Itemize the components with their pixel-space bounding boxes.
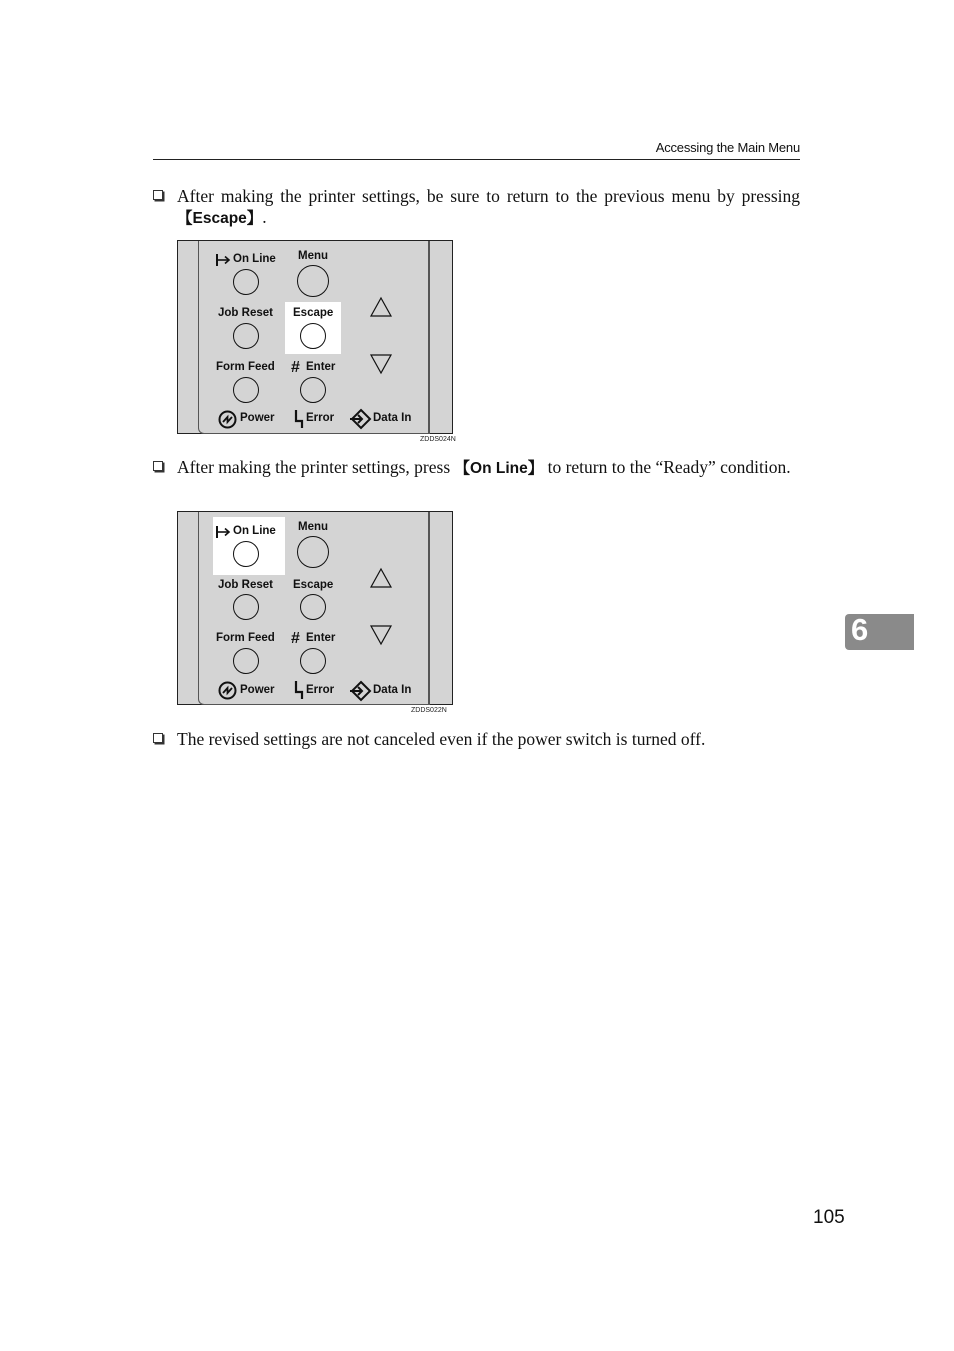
- escape-button[interactable]: [300, 594, 326, 620]
- menu-label: Menu: [298, 250, 329, 262]
- header-title: Accessing the Main Menu: [655, 140, 800, 155]
- datain-label: Data In: [373, 684, 412, 696]
- error-icon: [293, 409, 305, 429]
- control-panel-figure-escape: [177, 240, 453, 434]
- error-label: Error: [306, 412, 335, 424]
- enter-label: Enter: [306, 361, 336, 373]
- escape-key-label: 【Escape】: [177, 210, 263, 227]
- online-button[interactable]: [233, 541, 259, 567]
- chapter-tab: [845, 614, 914, 650]
- bullet-text: After making the printer settings, be sure to return to the previous menu by pressing: [177, 186, 800, 206]
- chapter-number: 6: [851, 612, 869, 647]
- datain-icon: [350, 408, 372, 430]
- error-label: Error: [306, 684, 335, 696]
- error-icon: [293, 680, 305, 700]
- page-number: 105: [813, 1207, 845, 1228]
- jobreset-button[interactable]: [233, 594, 259, 620]
- formfeed-label: Form Feed: [216, 361, 275, 373]
- online-label: On Line: [233, 253, 276, 265]
- formfeed-button[interactable]: [233, 377, 259, 403]
- formfeed-label: Form Feed: [216, 632, 275, 644]
- bullet-text: The revised settings are not canceled even if the power switch is turned off.: [177, 729, 706, 749]
- bullet-escape-note: [153, 186, 800, 229]
- figure-code: ZDDS024N: [420, 436, 456, 443]
- datain-label: Data In: [373, 412, 412, 424]
- control-panel-figure-online: [177, 511, 453, 705]
- bullet-online-note: [153, 457, 800, 479]
- menu-button[interactable]: [297, 536, 329, 568]
- menu-label: Menu: [298, 521, 329, 533]
- online-arrow-icon: [216, 254, 232, 266]
- enter-button[interactable]: [300, 377, 326, 403]
- bullet-text-end: .: [262, 207, 267, 227]
- jobreset-label: Job Reset: [218, 307, 273, 319]
- checkbox-bullet-icon: [153, 190, 163, 200]
- figure-code: ZDDS022N: [411, 707, 447, 714]
- power-label: Power: [240, 684, 275, 696]
- online-label: On Line: [233, 525, 276, 537]
- checkbox-bullet-icon: [153, 733, 163, 743]
- escape-label: Escape: [293, 579, 334, 591]
- power-label: Power: [240, 412, 275, 424]
- jobreset-button[interactable]: [233, 323, 259, 349]
- escape-label: Escape: [293, 307, 334, 319]
- up-arrow-button[interactable]: [369, 296, 393, 318]
- datain-icon: [350, 680, 372, 702]
- power-icon: [218, 681, 237, 700]
- enter-label: Enter: [306, 632, 336, 644]
- enter-button[interactable]: [300, 648, 326, 674]
- down-arrow-button[interactable]: [369, 353, 393, 375]
- power-icon: [218, 410, 237, 429]
- down-arrow-button[interactable]: [369, 624, 393, 646]
- online-button[interactable]: [233, 269, 259, 295]
- menu-button[interactable]: [297, 265, 329, 297]
- enter-hash-icon: #: [291, 359, 300, 376]
- running-header: [153, 138, 800, 160]
- checkbox-bullet-icon: [153, 461, 163, 471]
- bullet-text-end: to return to the “Ready” condition.: [543, 457, 791, 477]
- online-arrow-icon: [216, 526, 232, 538]
- bullet-text: After making the printer settings, press: [177, 457, 455, 477]
- formfeed-button[interactable]: [233, 648, 259, 674]
- up-arrow-button[interactable]: [369, 567, 393, 589]
- enter-hash-icon: #: [291, 630, 300, 647]
- bullet-power-note: [153, 729, 800, 750]
- online-key-label: 【On Line】: [454, 460, 544, 477]
- jobreset-label: Job Reset: [218, 579, 273, 591]
- escape-button[interactable]: [300, 323, 326, 349]
